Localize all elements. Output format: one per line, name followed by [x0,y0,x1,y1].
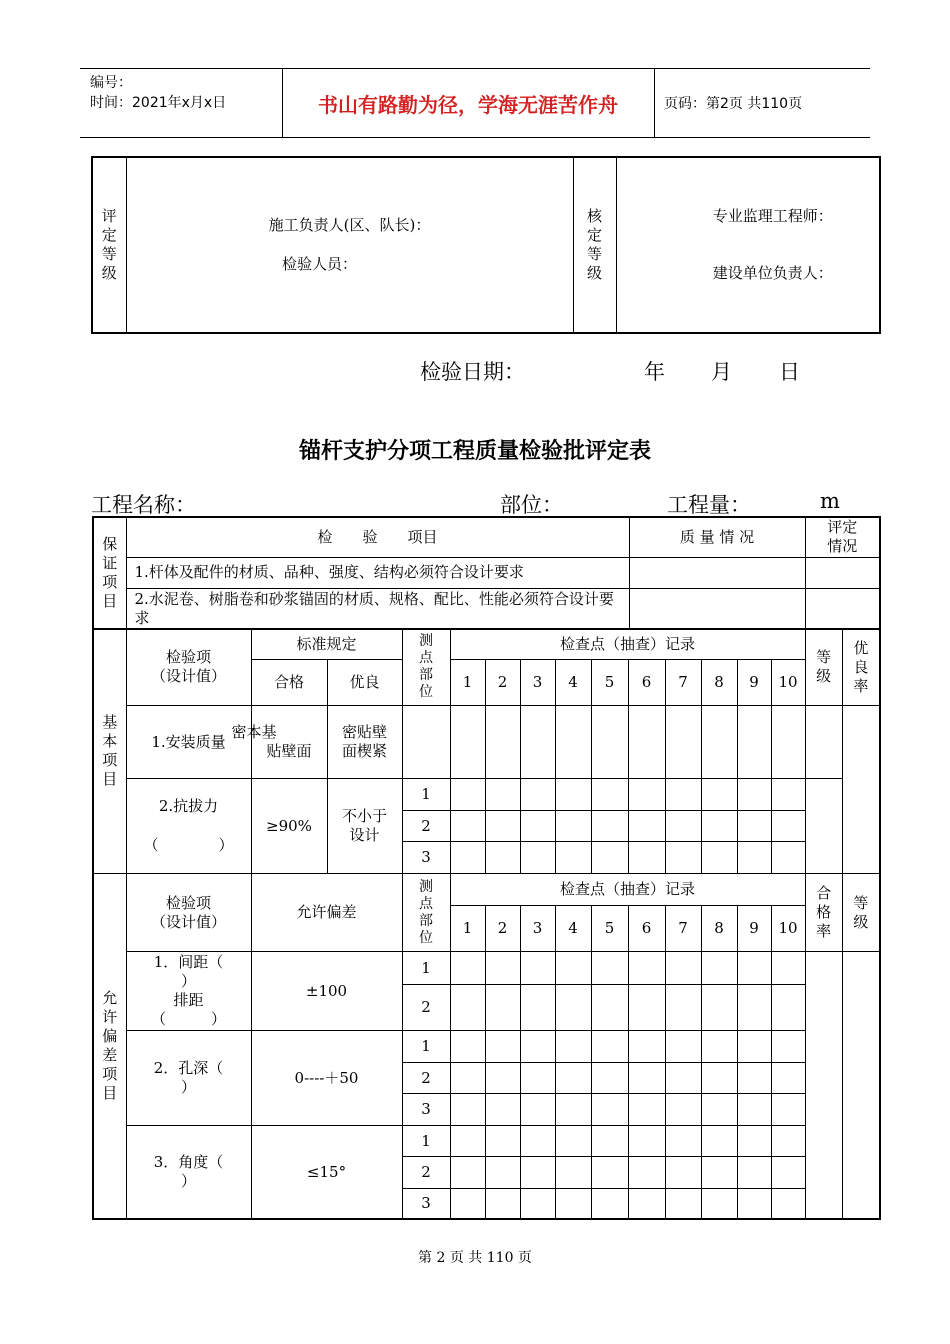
number-label: 编号： [90,75,132,91]
basic-item2-name: 2.抗拔力 [158,797,219,815]
quality-cell [629,588,805,629]
basic-col-item: 检验项 （设计值） [126,629,251,706]
tolerance-col-records: 检查点（抽查）记录 [450,874,805,906]
point-number: 2 [402,1157,450,1189]
record-number: 9 [737,660,771,706]
tolerance-col-item: 检验项 （设计值） [126,874,251,952]
motto: 书山有路勤为径，学海无涯苦作舟 [318,92,618,117]
tolerance-heading: 允 许 偏 差 项 目 [93,874,126,1220]
tolerance-rate-cell [805,952,842,1219]
date-day: 日 [779,360,800,384]
basic-item2-good: 不小于 设计 [327,779,402,874]
tolerance-item3-tol: ≤15° [251,1126,402,1219]
eval-heading: 评 定 等 级 [92,157,126,333]
point-number: 3 [402,1189,450,1219]
tolerance-col-grade: 等 级 [842,874,880,952]
tolerance-grade-cell [842,952,880,1219]
rating-cell [805,557,880,588]
record-number: 9 [737,906,771,952]
inspector-label: 检验人员： [281,255,357,273]
tolerance-table [92,873,881,1220]
record-number: 4 [555,660,591,706]
owner-label: 建设单位负责人： [712,264,833,282]
basic-item1-overlay: 密本基 [231,723,277,741]
basic-col-point: 测 点 部 位 [402,629,450,706]
basic-col-grade: 等 级 [805,629,842,706]
quantity-label: 工程量： [667,493,751,517]
constructor-label: 施工负责人(区、队长)： [268,216,431,234]
basic-item1-good: 密贴壁 面楔紧 [327,706,402,779]
page-footer: 第 2 页 共 110 页 [418,1250,532,1266]
record-number: 8 [701,660,737,706]
record-number: 7 [665,906,701,952]
record-number: 6 [628,660,665,706]
tolerance-col-point: 测 点 部 位 [402,874,450,952]
guarantee-item: 1.杆体及配件的材质、品种、强度、结构必须符合设计要求 [126,557,629,588]
col-quality: 质 量 情 况 [629,517,805,557]
basic-item1-name: 1.安装质量 [151,732,226,751]
record-number: 10 [771,660,805,706]
record-number: 8 [701,906,737,952]
eval-table [91,156,881,334]
date-label: 时间：2021年x月x日 [90,95,227,111]
tolerance-item2-tol: 0----＋50 [251,1031,402,1126]
tolerance-item3-name: 3．角度（ ） [126,1126,251,1219]
page-header [80,68,870,138]
quantity-unit: m [820,489,840,513]
tolerance-item2-name: 2．孔深（ ） [126,1031,251,1126]
record-number: 5 [591,906,628,952]
guarantee-table [92,516,881,630]
tolerance-col-rate: 合 格 率 [805,874,842,952]
record-number: 6 [628,906,665,952]
basic-item1-pass: 贴壁面 [251,706,327,779]
basic-item2-pass: ≥90% [251,779,327,874]
point-number: 2 [402,1063,450,1094]
basic-col-pass: 合格 [251,660,327,706]
tolerance-col-tolerance: 允许偏差 [251,874,402,952]
basic-item2-cell [126,779,251,874]
rating-cell [805,588,880,629]
project-name-label: 工程名称： [91,493,196,517]
record-number: 3 [520,660,555,706]
col-rating: 评定 情况 [805,517,880,557]
basic-col-standard: 标准规定 [251,629,402,660]
point-number: 3 [402,842,450,874]
page-info: 页码：第2页 共110页 [664,96,803,112]
date-year: 年 [644,360,665,384]
basic-rate-cell [842,706,880,874]
form-title: 锚杆支护分项工程质量检验批评定表 [298,439,651,464]
record-number: 2 [485,660,520,706]
supervisor-label: 专业监理工程师： [712,207,833,225]
tolerance-item1-tol: ±100 [251,952,402,1031]
point-number: 1 [402,1126,450,1157]
tolerance-item1-name: 1．间距（ ） 排距 （ ） [126,952,251,1031]
record-number: 2 [485,906,520,952]
record-number: 4 [555,906,591,952]
point-number: 2 [402,811,450,842]
basic-col-rate: 优 良 率 [842,629,880,706]
guarantee-heading: 保 证 项 目 [93,517,126,629]
quality-cell [629,557,805,588]
point-number: 3 [402,1094,450,1126]
record-number: 1 [450,906,485,952]
basic-col-records: 检查点（抽查）记录 [450,629,805,660]
basic-col-good: 优良 [327,660,402,706]
basic-item2-paren: （ ） [143,836,234,854]
record-number: 3 [520,906,555,952]
verify-heading: 核 定 等 级 [573,157,616,333]
location-label: 部位： [500,493,563,517]
point-number: 1 [402,1031,450,1063]
point-number: 1 [402,952,450,985]
point-number: 2 [402,985,450,1031]
basic-item1-cell [126,706,277,779]
inspection-date-label: 检验日期： [420,360,525,384]
basic-table [92,628,881,874]
record-number: 7 [665,660,701,706]
point-number: 1 [402,779,450,811]
record-number: 5 [591,660,628,706]
basic-grade-cell [805,779,842,874]
guarantee-item: 2.水泥卷、树脂卷和砂浆锚固的材质、规格、配比、性能必须符合设计要求 [126,588,629,629]
record-number: 1 [450,660,485,706]
col-items: 检 验 项目 [126,517,629,557]
basic-heading: 基 本 项 目 [93,629,126,874]
record-number: 10 [771,906,805,952]
date-month: 月 [711,360,732,384]
